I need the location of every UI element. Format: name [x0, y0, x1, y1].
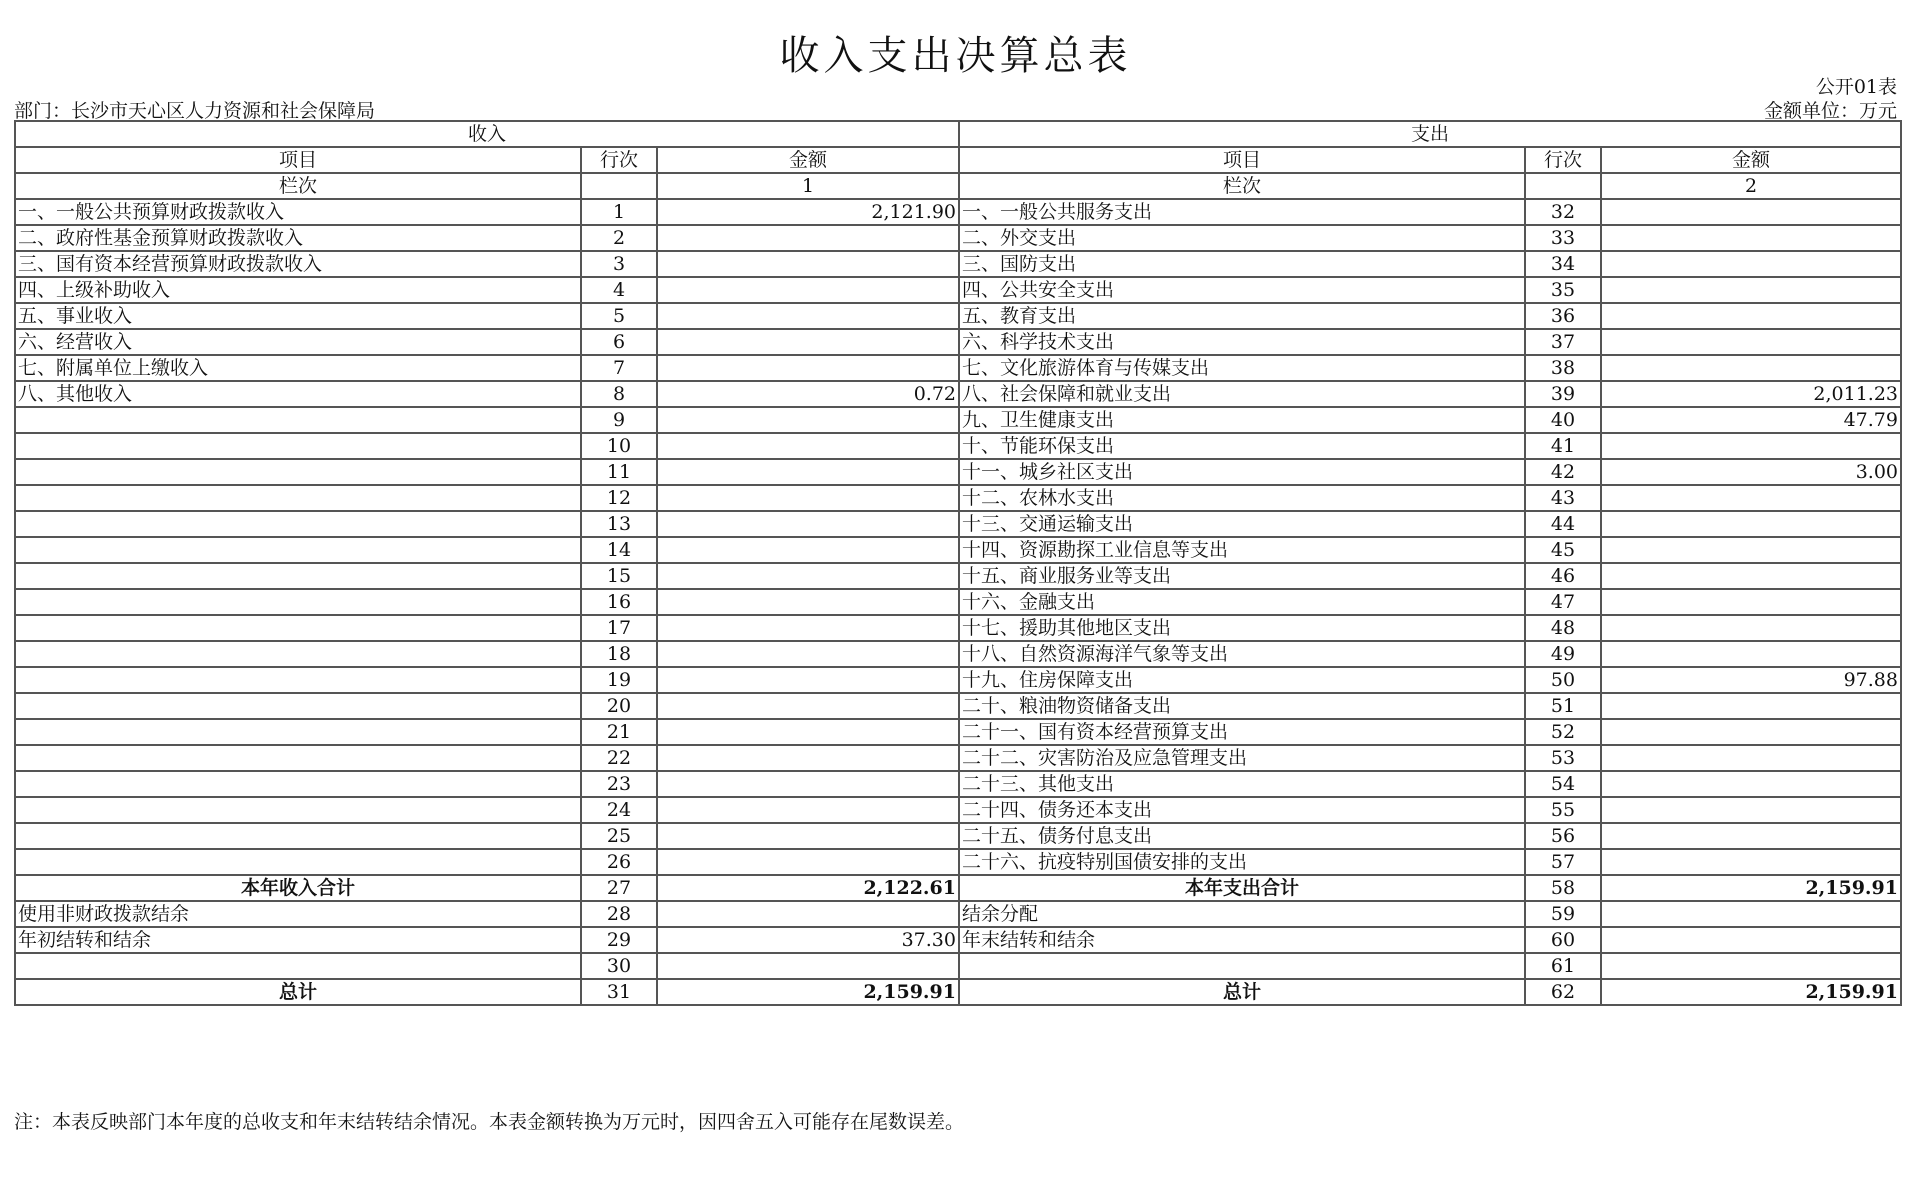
- income-row-no-cell: 31: [581, 979, 657, 1005]
- table-row: [15, 563, 1901, 589]
- income-row-no-cell: 21: [581, 719, 657, 745]
- expense-item-cell: 十六、金融支出: [959, 589, 1525, 615]
- expense-item-cell: 三、国防支出: [959, 251, 1525, 277]
- table-row: [15, 199, 1901, 225]
- expense-row-no-cell: 47: [1525, 589, 1601, 615]
- table-row: [15, 355, 1901, 381]
- expense-column-no-blank: [1525, 173, 1601, 199]
- income-item-cell: [15, 459, 581, 485]
- expense-amount-cell: 97.88: [1601, 667, 1901, 693]
- expense-row-no-cell: 32: [1525, 199, 1601, 225]
- expense-item-cell: 五、教育支出: [959, 303, 1525, 329]
- income-item-cell: 三、国有资本经营预算财政拨款收入: [15, 251, 581, 277]
- expense-row-no-cell: 52: [1525, 719, 1601, 745]
- income-row-no-cell: 9: [581, 407, 657, 433]
- column-header-row: [15, 147, 1901, 173]
- expense-amount-cell: 2,011.23: [1601, 381, 1901, 407]
- table-row: [15, 797, 1901, 823]
- income-row-no-cell: 14: [581, 537, 657, 563]
- income-amount-cell: [657, 667, 959, 693]
- income-item-cell: [15, 693, 581, 719]
- income-item-cell: [15, 667, 581, 693]
- income-row-no-cell: 30: [581, 953, 657, 979]
- expense-row-no-cell: 38: [1525, 355, 1601, 381]
- income-row-no-cell: 28: [581, 901, 657, 927]
- income-item-cell: [15, 615, 581, 641]
- income-row-no-cell: 11: [581, 459, 657, 485]
- income-amount-cell: [657, 745, 959, 771]
- income-row-no-cell: 24: [581, 797, 657, 823]
- expense-item-cell: 十九、住房保障支出: [959, 667, 1525, 693]
- expense-row-no-cell: 55: [1525, 797, 1601, 823]
- income-row-no-cell: 10: [581, 433, 657, 459]
- income-item-cell: [15, 745, 581, 771]
- income-amount-cell: [657, 225, 959, 251]
- income-amount-cell: 0.72: [657, 381, 959, 407]
- expense-item-cell: 二、外交支出: [959, 225, 1525, 251]
- expense-item-cell: 八、社会保障和就业支出: [959, 381, 1525, 407]
- expense-row-no-cell: 33: [1525, 225, 1601, 251]
- column-number-row: [15, 173, 1901, 199]
- expense-amount-cell: 2,159.91: [1601, 979, 1901, 1005]
- income-column-no-blank: [581, 173, 657, 199]
- income-item-cell: [15, 537, 581, 563]
- income-item-cell: [15, 589, 581, 615]
- expense-item-cell: [959, 953, 1525, 979]
- expense-amount-cell: [1601, 511, 1901, 537]
- expense-row-no-cell: 54: [1525, 771, 1601, 797]
- table-row: [15, 745, 1901, 771]
- expense-row-no-cell: 41: [1525, 433, 1601, 459]
- expense-item-cell: 二十一、国有资本经营预算支出: [959, 719, 1525, 745]
- income-amount-header: 金额: [657, 147, 959, 173]
- expense-item-cell: 二十五、债务付息支出: [959, 823, 1525, 849]
- expense-amount-cell: [1601, 485, 1901, 511]
- income-item-cell: [15, 953, 581, 979]
- expense-item-cell: 一、一般公共服务支出: [959, 199, 1525, 225]
- income-amount-cell: [657, 693, 959, 719]
- expense-amount-cell: [1601, 303, 1901, 329]
- income-section-header: 收入: [15, 121, 959, 147]
- expense-amount-cell: [1601, 355, 1901, 381]
- table-row: [15, 459, 1901, 485]
- income-amount-cell: [657, 849, 959, 875]
- income-item-cell: 七、附属单位上缴收入: [15, 355, 581, 381]
- expense-item-cell: 十七、援助其他地区支出: [959, 615, 1525, 641]
- income-item-cell: [15, 823, 581, 849]
- amount-unit-label: 金额单位：万元: [1763, 100, 1897, 122]
- income-amount-cell: [657, 303, 959, 329]
- table-row: [15, 667, 1901, 693]
- table-row: [15, 849, 1901, 875]
- income-amount-cell: [657, 277, 959, 303]
- table-row: [15, 719, 1901, 745]
- income-row-no-cell: 13: [581, 511, 657, 537]
- table-row: [15, 537, 1901, 563]
- expense-item-cell: 十五、商业服务业等支出: [959, 563, 1525, 589]
- income-row-no-cell: 19: [581, 667, 657, 693]
- table-row: [15, 979, 1901, 1005]
- income-item-cell: [15, 511, 581, 537]
- expense-row-no-cell: 62: [1525, 979, 1601, 1005]
- expense-item-header: 项目: [959, 147, 1525, 173]
- income-item-cell: [15, 771, 581, 797]
- expense-amount-cell: [1601, 225, 1901, 251]
- income-item-cell: [15, 641, 581, 667]
- table-row: [15, 771, 1901, 797]
- table-row: [15, 251, 1901, 277]
- expense-row-no-cell: 46: [1525, 563, 1601, 589]
- income-amount-cell: [657, 355, 959, 381]
- income-amount-cell: 2,122.61: [657, 875, 959, 901]
- income-column-no: 1: [657, 173, 959, 199]
- expense-row-no-cell: 39: [1525, 381, 1601, 407]
- income-item-cell: 五、事业收入: [15, 303, 581, 329]
- expense-item-cell: 六、科学技术支出: [959, 329, 1525, 355]
- expense-amount-cell: [1601, 719, 1901, 745]
- income-expense-table: [14, 120, 1902, 1006]
- expense-row-no-cell: 59: [1525, 901, 1601, 927]
- table-row: [15, 589, 1901, 615]
- expense-item-cell: 十三、交通运输支出: [959, 511, 1525, 537]
- expense-item-cell: 七、文化旅游体育与传媒支出: [959, 355, 1525, 381]
- table-row: [15, 329, 1901, 355]
- income-amount-cell: [657, 433, 959, 459]
- expense-amount-cell: 47.79: [1601, 407, 1901, 433]
- income-amount-cell: 37.30: [657, 927, 959, 953]
- income-row-no-cell: 8: [581, 381, 657, 407]
- expense-item-cell: 结余分配: [959, 901, 1525, 927]
- income-row-no-cell: 22: [581, 745, 657, 771]
- table-row: [15, 875, 1901, 901]
- expense-amount-cell: [1601, 251, 1901, 277]
- expense-row-no-cell: 37: [1525, 329, 1601, 355]
- income-row-no-header: 行次: [581, 147, 657, 173]
- income-amount-cell: [657, 615, 959, 641]
- income-row-no-cell: 15: [581, 563, 657, 589]
- expense-row-no-header: 行次: [1525, 147, 1601, 173]
- table-row: [15, 511, 1901, 537]
- income-row-no-cell: 1: [581, 199, 657, 225]
- expense-item-cell: 二十六、抗疫特别国债安排的支出: [959, 849, 1525, 875]
- expense-row-no-cell: 60: [1525, 927, 1601, 953]
- table-row: [15, 381, 1901, 407]
- income-row-no-cell: 16: [581, 589, 657, 615]
- table-row: [15, 225, 1901, 251]
- income-amount-cell: [657, 823, 959, 849]
- income-amount-cell: [657, 459, 959, 485]
- income-row-no-cell: 18: [581, 641, 657, 667]
- section-header-row: [15, 121, 1901, 147]
- table-row: [15, 823, 1901, 849]
- table-row: [15, 407, 1901, 433]
- expense-amount-cell: [1601, 797, 1901, 823]
- expense-amount-cell: [1601, 953, 1901, 979]
- expense-item-cell: 二十二、灾害防治及应急管理支出: [959, 745, 1525, 771]
- expense-column-no-label: 栏次: [959, 173, 1525, 199]
- income-row-no-cell: 25: [581, 823, 657, 849]
- expense-amount-cell: [1601, 277, 1901, 303]
- expense-amount-cell: 3.00: [1601, 459, 1901, 485]
- income-row-no-cell: 26: [581, 849, 657, 875]
- income-item-cell: 年初结转和结余: [15, 927, 581, 953]
- expense-item-cell: 十二、农林水支出: [959, 485, 1525, 511]
- expense-amount-cell: [1601, 927, 1901, 953]
- income-amount-cell: [657, 563, 959, 589]
- income-amount-cell: [657, 953, 959, 979]
- expense-row-no-cell: 57: [1525, 849, 1601, 875]
- expense-row-no-cell: 42: [1525, 459, 1601, 485]
- income-amount-cell: 2,159.91: [657, 979, 959, 1005]
- expense-row-no-cell: 43: [1525, 485, 1601, 511]
- expense-row-no-cell: 45: [1525, 537, 1601, 563]
- income-column-no-label: 栏次: [15, 173, 581, 199]
- income-row-no-cell: 29: [581, 927, 657, 953]
- expense-row-no-cell: 58: [1525, 875, 1601, 901]
- expense-row-no-cell: 35: [1525, 277, 1601, 303]
- income-item-cell: [15, 797, 581, 823]
- expense-item-cell: 二十三、其他支出: [959, 771, 1525, 797]
- income-item-cell: 二、政府性基金预算财政拨款收入: [15, 225, 581, 251]
- table-row: [15, 901, 1901, 927]
- expense-row-no-cell: 53: [1525, 745, 1601, 771]
- income-row-no-cell: 7: [581, 355, 657, 381]
- expense-row-no-cell: 56: [1525, 823, 1601, 849]
- expense-row-no-cell: 40: [1525, 407, 1601, 433]
- income-row-no-cell: 2: [581, 225, 657, 251]
- expense-row-no-cell: 50: [1525, 667, 1601, 693]
- table-row: [15, 303, 1901, 329]
- expense-item-cell: 四、公共安全支出: [959, 277, 1525, 303]
- expense-item-cell: 十四、资源勘探工业信息等支出: [959, 537, 1525, 563]
- income-amount-cell: [657, 771, 959, 797]
- expense-amount-cell: [1601, 771, 1901, 797]
- income-item-cell: 八、其他收入: [15, 381, 581, 407]
- income-item-cell: 四、上级补助收入: [15, 277, 581, 303]
- expense-item-cell: 本年支出合计: [959, 875, 1525, 901]
- expense-item-cell: 总计: [959, 979, 1525, 1005]
- table-row: [15, 693, 1901, 719]
- income-item-cell: 使用非财政拨款结余: [15, 901, 581, 927]
- expense-row-no-cell: 49: [1525, 641, 1601, 667]
- income-item-header: 项目: [15, 147, 581, 173]
- income-item-cell: 六、经营收入: [15, 329, 581, 355]
- form-number: 公开01表: [1815, 76, 1897, 98]
- income-amount-cell: [657, 537, 959, 563]
- income-amount-cell: [657, 329, 959, 355]
- expense-amount-cell: 2,159.91: [1601, 875, 1901, 901]
- income-row-no-cell: 6: [581, 329, 657, 355]
- expense-item-cell: 十、节能环保支出: [959, 433, 1525, 459]
- expense-row-no-cell: 36: [1525, 303, 1601, 329]
- income-amount-cell: [657, 719, 959, 745]
- income-row-no-cell: 4: [581, 277, 657, 303]
- income-item-cell: [15, 849, 581, 875]
- expense-row-no-cell: 51: [1525, 693, 1601, 719]
- income-row-no-cell: 5: [581, 303, 657, 329]
- expense-amount-cell: [1601, 329, 1901, 355]
- income-amount-cell: [657, 641, 959, 667]
- expense-amount-cell: [1601, 745, 1901, 771]
- table-row: [15, 485, 1901, 511]
- expense-amount-cell: [1601, 849, 1901, 875]
- income-amount-cell: [657, 589, 959, 615]
- expense-row-no-cell: 48: [1525, 615, 1601, 641]
- table-row: [15, 433, 1901, 459]
- expense-row-no-cell: 61: [1525, 953, 1601, 979]
- expense-item-cell: 二十、粮油物资储备支出: [959, 693, 1525, 719]
- income-row-no-cell: 17: [581, 615, 657, 641]
- expense-item-cell: 十一、城乡社区支出: [959, 459, 1525, 485]
- income-amount-cell: [657, 511, 959, 537]
- income-item-cell: [15, 485, 581, 511]
- expense-row-no-cell: 44: [1525, 511, 1601, 537]
- income-item-cell: 总计: [15, 979, 581, 1005]
- table-row: [15, 615, 1901, 641]
- expense-row-no-cell: 34: [1525, 251, 1601, 277]
- expense-item-cell: 九、卫生健康支出: [959, 407, 1525, 433]
- expense-column-no: 2: [1601, 173, 1901, 199]
- expense-amount-cell: [1601, 693, 1901, 719]
- expense-amount-cell: [1601, 537, 1901, 563]
- expense-amount-header: 金额: [1601, 147, 1901, 173]
- expense-amount-cell: [1601, 589, 1901, 615]
- table-row: [15, 277, 1901, 303]
- table-row: [15, 953, 1901, 979]
- income-item-cell: 本年收入合计: [15, 875, 581, 901]
- income-row-no-cell: 20: [581, 693, 657, 719]
- expense-amount-cell: [1601, 615, 1901, 641]
- income-item-cell: [15, 719, 581, 745]
- income-row-no-cell: 3: [581, 251, 657, 277]
- income-amount-cell: [657, 797, 959, 823]
- income-amount-cell: [657, 901, 959, 927]
- expense-item-cell: 十八、自然资源海洋气象等支出: [959, 641, 1525, 667]
- income-row-no-cell: 12: [581, 485, 657, 511]
- expense-amount-cell: [1601, 199, 1901, 225]
- expense-item-cell: 二十四、债务还本支出: [959, 797, 1525, 823]
- expense-amount-cell: [1601, 823, 1901, 849]
- income-amount-cell: [657, 251, 959, 277]
- table-row: [15, 927, 1901, 953]
- income-row-no-cell: 27: [581, 875, 657, 901]
- department-label: 部门：长沙市天心区人力资源和社会保障局: [14, 100, 376, 122]
- expense-amount-cell: [1601, 641, 1901, 667]
- income-row-no-cell: 23: [581, 771, 657, 797]
- income-amount-cell: [657, 485, 959, 511]
- expense-amount-cell: [1601, 433, 1901, 459]
- footnote: 注：本表反映部门本年度的总收支和年末结转结余情况。本表金额转换为万元时，因四舍五入可能存在尾数误差。: [14, 1111, 965, 1133]
- page-title: 收入支出决算总表: [779, 33, 1132, 79]
- income-item-cell: [15, 407, 581, 433]
- table-row: [15, 641, 1901, 667]
- income-amount-cell: [657, 407, 959, 433]
- expense-amount-cell: [1601, 563, 1901, 589]
- income-item-cell: 一、一般公共预算财政拨款收入: [15, 199, 581, 225]
- expense-section-header: 支出: [959, 121, 1901, 147]
- income-item-cell: [15, 433, 581, 459]
- income-item-cell: [15, 563, 581, 589]
- income-amount-cell: 2,121.90: [657, 199, 959, 225]
- expense-amount-cell: [1601, 901, 1901, 927]
- expense-item-cell: 年末结转和结余: [959, 927, 1525, 953]
